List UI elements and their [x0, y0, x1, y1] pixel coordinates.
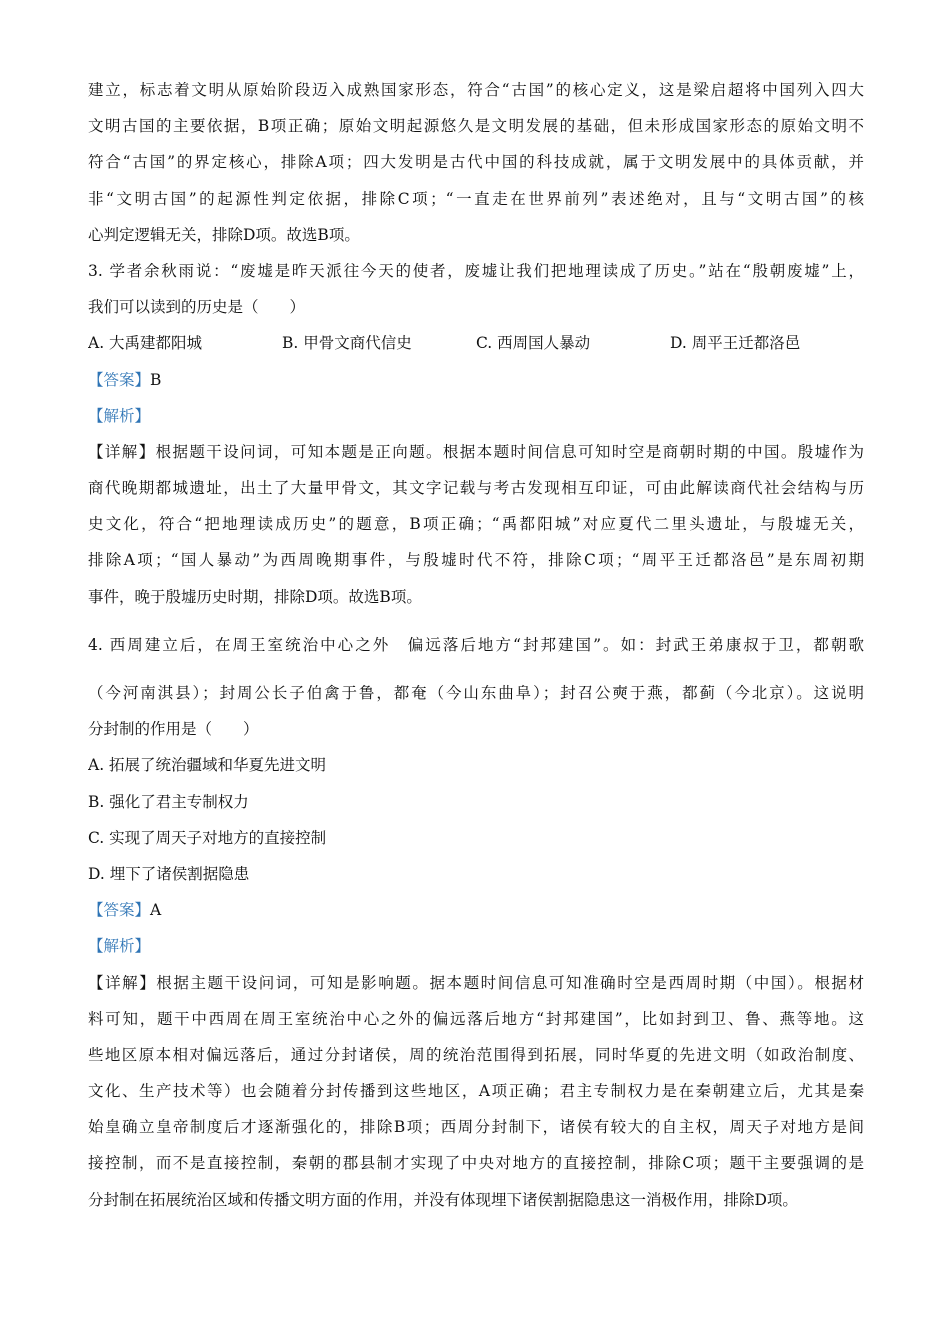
q4-detail-first-line — [88, 965, 864, 1001]
q3-stem-line: 我们可以读到的历史是（ ） — [88, 298, 306, 317]
q3-detail-first-line — [88, 434, 864, 470]
q3-detail-line: 排除A项；“国人暴动”为西周晚期事件，与殷墟时代不符，排除C项；“周平王迁都洛邑”是东周初期 — [88, 551, 864, 570]
q4-option-b: B. 强化了君主专制权力 — [88, 792, 249, 811]
q4-detail-line: 料可知，题干中西周在周王室统治中心之外的偏远落后地方“封邦建国”，比如封到卫、鲁、燕等地。这 — [88, 1009, 864, 1028]
q2-explanation-line: 心判定逻辑无关，排除D项。故选B项。 — [88, 225, 360, 244]
q4-detail-line: 始皇确立皇帝制度后才逐渐强化的，排除B项；西周分封制下，诸侯有较大的自主权，周天子对地方是间 — [88, 1118, 864, 1137]
q2-explanation-line: 建立，标志着文明从原始阶段迈入成熟国家形态，符合“古国”的核心定义，这是梁启超将中国列入四大 — [88, 81, 864, 99]
q3-detail-line: 史文化，符合“把地理读成历史”的题意，B项正确；“禹都阳城”对应夏代二里头遗址，与殷墟无关， — [88, 515, 864, 534]
q3-detail-line: 事件，晚于殷墟历史时期，排除D项。故选B项。 — [88, 587, 422, 606]
q3-answer — [88, 362, 864, 398]
q4-stem-first-line: 4. 西周建立后，在周王室统治中心之外 偏远落后地方“封邦建国”。如：封武王弟康叔于卫，都朝歌 — [88, 635, 864, 654]
q2-explanation-line: 文明古国的主要依据，B项正确；原始文明起源悠久是文明发展的基础，但未形成国家形态的原始文明不 — [88, 117, 864, 136]
q3-option-b: B. 甲骨文商代信史 — [282, 334, 412, 353]
q4-option-a: A. 拓展了统治疆域和华夏先进文明 — [88, 756, 327, 775]
q4-answer-value: A — [150, 901, 162, 920]
q4-answer — [88, 892, 864, 928]
document-page — [88, 72, 864, 1218]
q2-explanation-line: 非“文明古国”的起源性判定依据，排除C项；“一直走在世界前列”表述绝对，且与“文明古国”的核 — [88, 189, 864, 208]
spacer — [88, 615, 864, 627]
q4-answer-tag: 【答案】 — [88, 901, 151, 920]
q3-answer-value: B — [150, 370, 162, 389]
q4-stem-line: （今河南淇县）；封周公长子伯禽于鲁，都奄（今山东曲阜）；封召公奭于燕，都蓟（今北京）。这说明 — [88, 684, 864, 702]
q4-detail-line: 接控制，而不是直接控制，秦朝的郡县制才实现了中央对地方的直接控制，排除C项；题干主要强调的是 — [88, 1154, 864, 1173]
spacer — [88, 663, 864, 675]
q3-option-d: D. 周平王迁都洛邑 — [670, 334, 801, 353]
q3-options — [88, 325, 864, 361]
q4-option-c: C. 实现了周天子对地方的直接控制 — [88, 828, 327, 847]
q3-option-a: A. 大禹建都阳城 — [88, 334, 203, 353]
q4-analysis-tag: 【解析】 — [88, 937, 151, 956]
q4-detail-text: 根据主题干设问词，可知是影响题。据本题时间信息可知准确时空是西周时期（中国）。根据材 — [156, 973, 864, 992]
q4-detail-line: 些地区原本相对偏远落后，通过分封诸侯，周的统治范围得到拓展，同时华夏的先进文明（如政治制度、 — [88, 1045, 864, 1064]
q3-detail-text: 根据题干设问词，可知本题是正向题。根据本题时间信息可知时空是商朝时期的中国。殷墟作为 — [155, 442, 864, 461]
q3-detail-tag: 【详解】 — [88, 442, 156, 461]
q2-explanation-line: 符合“古国”的界定核心，排除A项；四大发明是古代中国的科技成就，属于文明发展中的具体贡献，并 — [88, 153, 864, 172]
q3-detail-line: 商代晚期都城遗址，出土了大量甲骨文，其文字记载与考古发现相互印证，可由此解读商代社会结构与历 — [88, 479, 864, 498]
q4-detail-tag: 【详解】 — [88, 973, 157, 992]
q4-detail-line: 文化、生产技术等）也会随着分封传播到这些地区，A项正确；君主专制权力是在秦朝建立后，尤其是秦 — [88, 1082, 864, 1101]
q3-option-c: C. 西周国人暴动 — [476, 334, 591, 353]
q4-stem-line: 分封制的作用是（ ） — [88, 720, 259, 739]
q3-answer-tag: 【答案】 — [88, 370, 151, 389]
q3-stem-line: 3. 学者余秋雨说：“废墟是昨天派往今天的使者，废墟让我们把地理读成了历史。”站在“殷朝废墟”上， — [88, 261, 864, 280]
q3-analysis-tag: 【解析】 — [88, 406, 151, 425]
q4-detail-line: 分封制在拓展统治区域和传播文明方面的作用，并没有体现埋下诸侯割据隐患这一消极作用，排除D项。 — [88, 1190, 798, 1209]
q4-option-d: D. 埋下了诸侯割据隐患 — [88, 864, 250, 883]
